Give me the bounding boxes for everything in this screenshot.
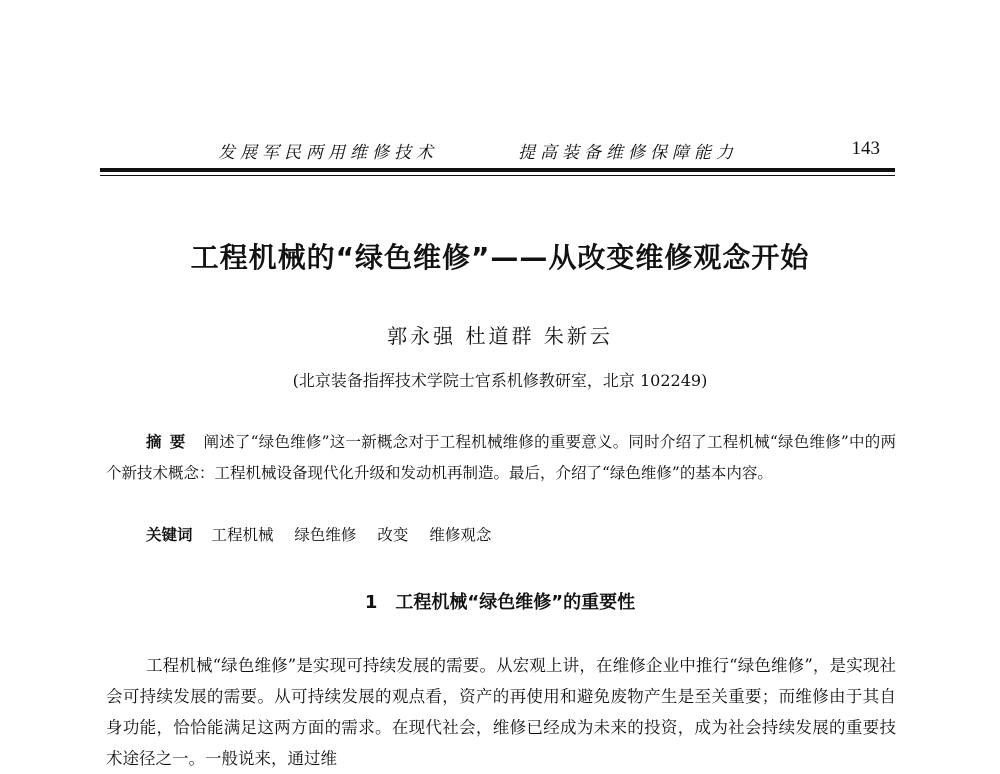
paper-title: 工程机械的“绿色维修”——从改变维修观念开始 (190, 241, 810, 274)
keyword-item: 维修观念 (429, 526, 492, 544)
running-head (100, 138, 890, 164)
body-paragraph: 工程机械“绿色维修”是实现可持续发展的需要。从宏观上讲，在维修企业中推行“绿色维修”，是实现社会可持续发展的需要。从可持续发展的观点看，资产的再使用和避免废物产生是至关重要；而维修由于其自身功能，恰恰能满足这两方面的需求。在现代社会，维修已经成为未来的投资，成为社会持续发展的重要技术途径之一。一般说来，通过维 (106, 656, 896, 768)
abstract-text: 阐述了“绿色维修”这一新概念对于工程机械维修的重要意义。同时介绍了工程机械“绿色维修”中的两个新技术概念：工程机械设备现代化升级和发动机再制造。最后，介绍了“绿色维修”的基本内容。 (106, 433, 896, 482)
keywords (146, 523, 896, 545)
page-number: 143 (851, 138, 880, 159)
header-rule-thin (100, 175, 895, 176)
keyword-item: 工程机械 (211, 526, 274, 544)
keywords-label: 关键词 (146, 526, 193, 544)
keyword-item: 改变 (377, 526, 409, 544)
keyword-item: 绿色维修 (294, 526, 357, 544)
section-heading (0, 588, 1000, 614)
section-number: 1 (364, 592, 378, 613)
abstract (106, 427, 896, 489)
running-head-right: 提高装备维修保障能力 (518, 143, 738, 163)
abstract-label: 摘要 (146, 433, 194, 451)
paper-affiliation: (北京装备指挥技术学院士官系机修教研室，北京 102249) (292, 371, 708, 390)
header-rule-thick (100, 168, 895, 172)
section-title: 工程机械“绿色维修”的重要性 (395, 592, 636, 613)
paper-authors: 郭永强 杜道群 朱新云 (387, 324, 613, 348)
running-head-left: 发展军民两用维修技术 (218, 143, 438, 163)
